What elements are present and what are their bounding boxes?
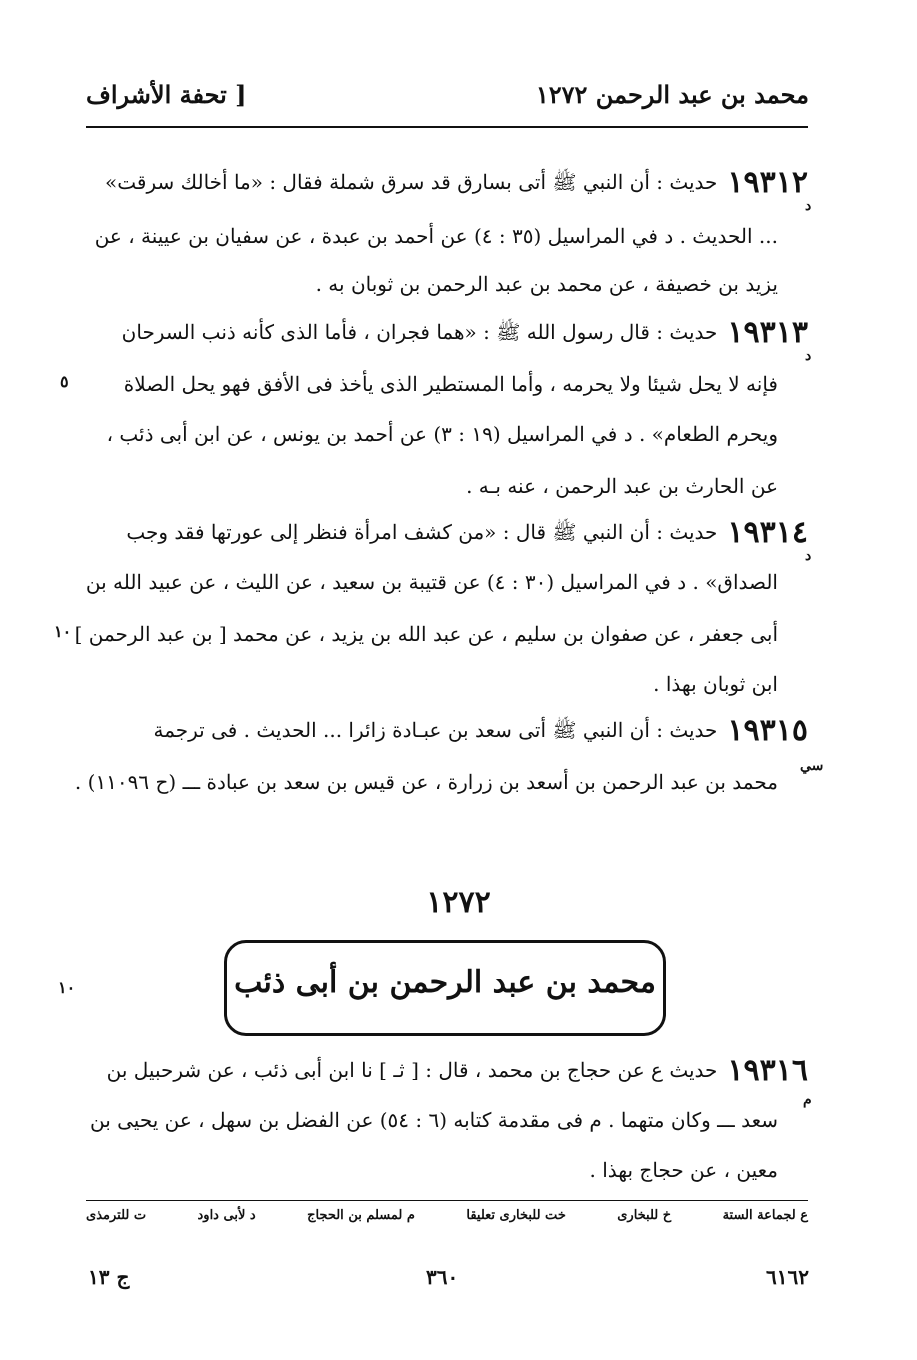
volume-number: ج ١٣: [88, 1265, 130, 1289]
entry-line: [86, 315, 808, 350]
signature-number: ٦١٦٢: [766, 1265, 809, 1289]
entry-text: حديث : أن النبي ﷺ قال : «من كشف امرأة فنظر إلى عورتها فقد وجب: [126, 520, 718, 544]
entry-number: ١٩٣١٦: [727, 1053, 808, 1088]
entry-line: [86, 1053, 808, 1088]
entry-line: فإنه لا يحل شيئا ولا يحرمه ، وأما المستطير الذى يأخذ فى الأفق فهو يحل الصلاة: [123, 372, 778, 396]
entry-number: ١٩٣١٤: [727, 515, 808, 550]
entry-line: [86, 515, 808, 550]
line-number-marker: ٥: [60, 372, 69, 391]
entry-line: أبى جعفر ، عن صفوان بن سليم ، عن عبد الله بن يزيد ، عن محمد [ بن عبد الرحمن ]: [74, 622, 778, 646]
legend-item: خت للبخارى تعليقا: [466, 1208, 566, 1223]
legend-item: ع لجماعة الستة: [722, 1208, 808, 1223]
entry-line: سعد ـــ وكان متهما . م فى مقدمة كتابه (٦ : ٥٤) عن الفضل بن سهل ، عن يحيى بن: [89, 1108, 778, 1132]
entry-line: عن الحارث بن عبد الرحمن ، عنه بـه .: [466, 474, 778, 498]
source-symbol: م: [803, 1092, 812, 1108]
legend-item: خ للبخارى: [617, 1208, 672, 1223]
header-rule: [86, 126, 808, 128]
source-symbol: د: [805, 348, 812, 364]
page-number: ٣٦٠: [426, 1265, 459, 1289]
entry-line: يزيد بن خصيفة ، عن محمد بن عبد الرحمن بن ثوبان به .: [315, 272, 778, 296]
abbreviation-legend: [86, 1208, 808, 1223]
running-head-right: محمد بن عبد الرحمن ١٢٧٢: [535, 80, 809, 109]
entry-text: حديث : قال رسول الله ﷺ : «هما فجران ، فأما الذى كأنه ذنب السرحان: [121, 320, 718, 344]
entry-text: حديث ع عن حجاج بن محمد ، قال : [ ثـ ] نا ابن أبى ذئب ، عن شرحبيل بن: [106, 1058, 718, 1082]
entry-number: ١٩٣١٥: [727, 713, 808, 748]
section-number: ١٢٧٢: [426, 885, 491, 920]
section-title: محمد بن عبد الرحمن بن أبى ذئب: [234, 965, 656, 1000]
source-symbol: سي: [800, 758, 824, 774]
entry-text: حديث : أن النبي ﷺ أتى بسارق قد سرق شملة فقال : «ما أخالك سرقت»: [105, 170, 718, 194]
running-head-left: [ تحفة الأشراف: [86, 80, 247, 109]
legend-item: د لأبى داود: [197, 1208, 256, 1223]
line-number-marker: ١٠: [58, 978, 76, 997]
footer-rule: [86, 1200, 808, 1201]
entry-line: ... الحديث . د في المراسيل (٣٥ : ٤) عن أحمد بن عبدة ، عن سفيان بن عيينة ، عن: [94, 224, 778, 248]
entry-line: [86, 713, 808, 748]
legend-item: م لمسلم بن الحجاج: [307, 1208, 415, 1223]
legend-item: ت للترمذى: [86, 1208, 147, 1223]
source-symbol: د: [805, 548, 812, 564]
entry-number: ١٩٣١٢: [727, 165, 808, 200]
entry-line: [86, 165, 808, 200]
source-symbol: د: [805, 198, 812, 214]
entry-line: ابن ثوبان بهذا .: [653, 672, 778, 696]
entry-number: ١٩٣١٣: [727, 315, 808, 350]
entry-line: الصداق» . د في المراسيل (٣٠ : ٤) عن قتيبة بن سعيد ، عن الليث ، عن عبيد الله بن: [85, 570, 778, 594]
entry-line: ويحرم الطعام» . د في المراسيل (١٩ : ٣) عن أحمد بن يونس ، عن ابن أبى ذئب ،: [106, 422, 778, 446]
line-number-marker: ١٠: [54, 622, 72, 641]
entry-line: محمد بن عبد الرحمن بن أسعد بن زرارة ، عن قيس بن سعد بن عبادة ـــ (ح ١١٠٩٦) .: [74, 770, 778, 794]
entry-text: حديث : أن النبي ﷺ أتى سعد بن عبـادة زائرا ... الحديث . فى ترجمة: [153, 718, 718, 742]
entry-line: معين ، عن حجاج بهذا .: [589, 1158, 778, 1182]
